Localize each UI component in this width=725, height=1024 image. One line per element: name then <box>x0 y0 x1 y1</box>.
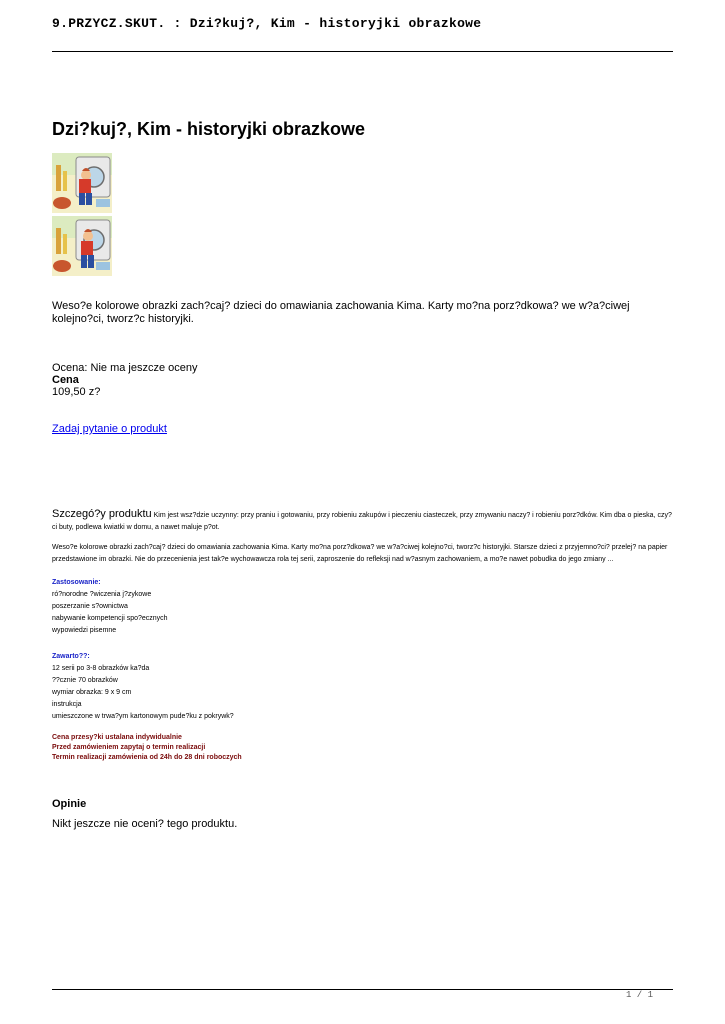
list-item: ró?norodne ?wiczenia j?zykowe <box>52 591 152 598</box>
shipping-notes <box>52 733 242 763</box>
contents-heading: Zawarto??: <box>52 653 90 660</box>
rating-price-block <box>52 362 198 398</box>
page-header: 9.PRZYCZ.SKUT. : Dzi?kuj?, Kim - historyjki obrazkowe <box>52 16 482 31</box>
product-details <box>52 508 672 534</box>
details-paragraph: Weso?e kolorowe obrazki zach?caj? dzieci do omawiania zachowania Kima. Karty mo?na porz?dkowa? we w?a?ciwej kolejno?ci, tworz?c historyjki. Starsze dzieci z przyjemno?ci? przelej? na papier przedstawione im obrazki. Nie do przecenienia jest tak?e wychowawcza rola tej serii, zaproszenie do refleksji nad w?asnym zachowaniem, a mo?e nawet pobudka do jego zmiany ... <box>52 544 668 563</box>
uses-section <box>52 577 168 637</box>
note-line: Termin realizacji zamówienia od 24h do 28 dni roboczych <box>52 754 242 761</box>
list-item: poszerzanie s?ownictwa <box>52 603 128 610</box>
note-line: Cena przesy?ki ustalana indywidualnie <box>52 734 182 741</box>
header-divider <box>52 51 673 52</box>
list-item: umieszczone w trwa?ym kartonowym pude?ku z pokrywk? <box>52 713 234 720</box>
note-line: Przed zamówieniem zapytaj o termin realizacji <box>52 744 206 751</box>
list-item: instrukcja <box>52 701 82 708</box>
list-item: 12 serii po 3-8 obrazków ka?da <box>52 665 150 672</box>
list-item: wymiar obrazka: 9 x 9 cm <box>52 689 132 696</box>
footer-divider <box>52 989 673 990</box>
list-item: wypowiedzi pisemne <box>52 627 117 634</box>
price-label: Cena <box>52 374 79 386</box>
reviews-empty-text: Nikt jeszcze nie oceni? tego produktu. <box>52 818 238 830</box>
product-image[interactable] <box>52 216 112 276</box>
contents-section <box>52 651 234 723</box>
rating-text: Ocena: Nie ma jeszcze oceny <box>52 362 198 374</box>
details-heading: Szczegó?y produktu <box>52 508 152 520</box>
price-value: 109,50 z? <box>52 386 101 398</box>
reviews-heading: Opinie <box>52 798 87 810</box>
list-item: ??cznie 70 obrazków <box>52 677 118 684</box>
list-item: nabywanie kompetencji spo?ecznych <box>52 615 168 622</box>
details-text: Kim jest wsz?dzie uczynny: przy praniu i gotowaniu, przy robieniu zakupów i pieczeniu ciasteczek, przy zmywaniu naczy? i robieniu porz?dków. Kim dba o pieska, czy?ci buty, podlewa kwiatki w domu, a nawet maluje p?ot. <box>52 512 672 531</box>
product-intro: Weso?e kolorowe obrazki zach?caj? dzieci do omawiania zachowania Kima. Karty mo?na porz?dkowa? we w?a?ciwej kolejno?ci, tworz?c historyjki. <box>52 300 630 325</box>
product-title: Dzi?kuj?, Kim - historyjki obrazkowe <box>52 119 366 139</box>
ask-question-link[interactable]: Zadaj pytanie o produkt <box>52 423 167 435</box>
uses-heading: Zastosowanie: <box>52 579 101 586</box>
page-number: 1 / 1 <box>626 990 654 1000</box>
product-image[interactable] <box>52 153 112 213</box>
